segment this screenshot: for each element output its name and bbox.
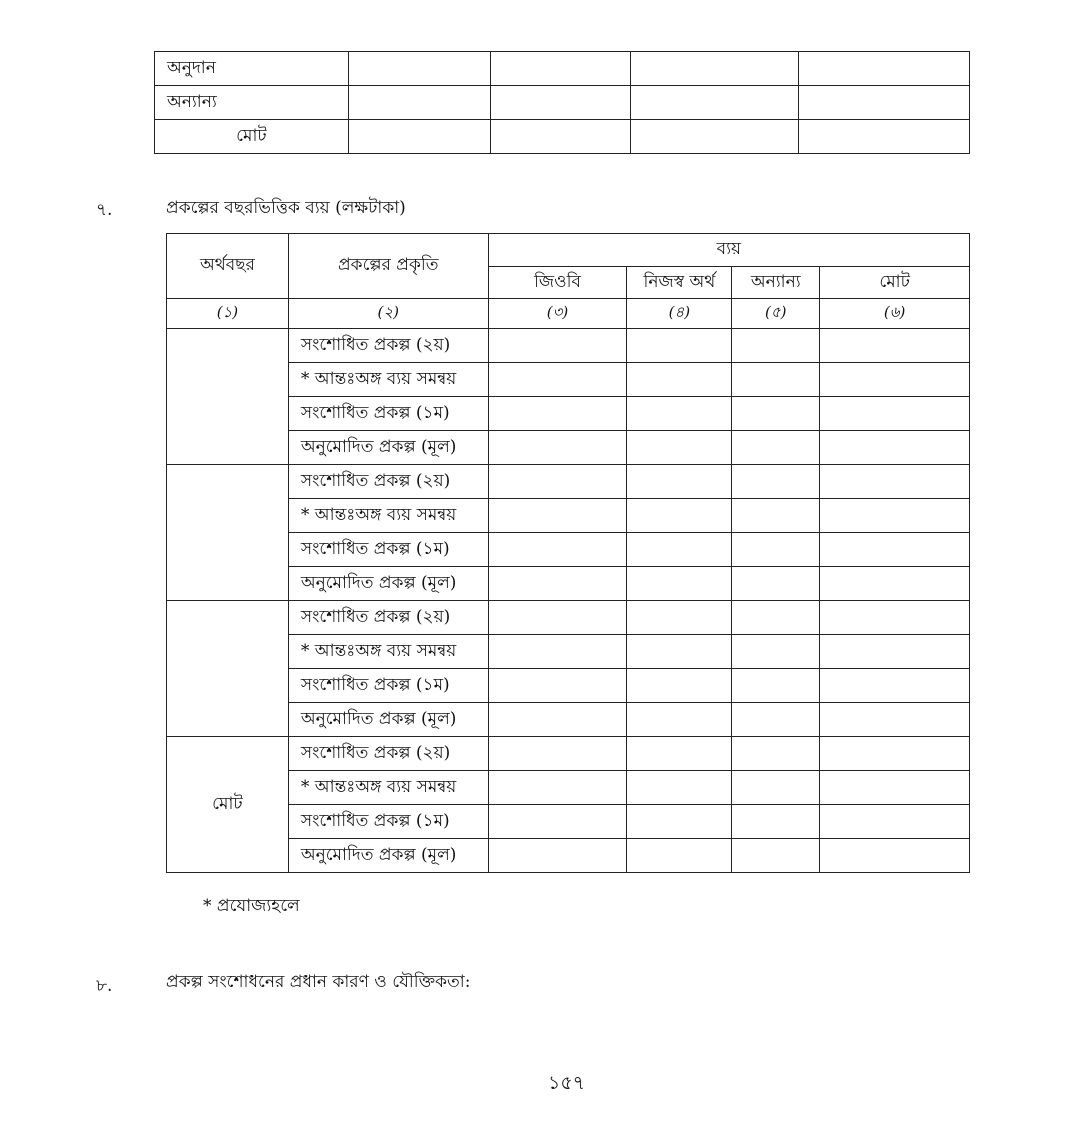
table-row bbox=[167, 601, 970, 635]
amount-cell bbox=[732, 431, 820, 465]
project-nature-cell: অনুমোদিত প্রকল্প (মূল) bbox=[288, 839, 488, 873]
row-label: অনুদান bbox=[155, 52, 349, 86]
table-cell bbox=[631, 120, 799, 154]
header-project-nature: প্রকল্পের প্রকৃতি bbox=[288, 234, 488, 299]
project-nature-cell: অনুমোদিত প্রকল্প (মূল) bbox=[288, 703, 488, 737]
amount-cell bbox=[820, 397, 970, 431]
column-number: (৬) bbox=[820, 299, 970, 329]
amount-cell bbox=[820, 363, 970, 397]
footnote: * প্রযোজ্যহলে bbox=[203, 896, 300, 916]
amount-cell bbox=[627, 635, 732, 669]
amount-cell bbox=[820, 533, 970, 567]
amount-cell bbox=[732, 533, 820, 567]
project-nature-cell: সংশোধিত প্রকল্প (২য়) bbox=[288, 601, 488, 635]
project-nature-cell: সংশোধিত প্রকল্প (২য়) bbox=[288, 329, 488, 363]
project-nature-cell: সংশোধিত প্রকল্প (২য়) bbox=[288, 465, 488, 499]
amount-cell bbox=[627, 499, 732, 533]
table-row bbox=[155, 120, 970, 154]
amount-cell bbox=[820, 567, 970, 601]
fiscal-year-cell bbox=[167, 601, 289, 737]
table-cell bbox=[799, 52, 970, 86]
amount-cell bbox=[820, 635, 970, 669]
column-number: (৩) bbox=[488, 299, 627, 329]
table-row bbox=[155, 52, 970, 86]
column-number: (৪) bbox=[627, 299, 732, 329]
funding-table bbox=[154, 51, 970, 154]
project-nature-cell: * আন্তঃঅঙ্গ ব্যয় সমন্বয় bbox=[288, 771, 488, 805]
amount-cell bbox=[488, 397, 627, 431]
amount-cell bbox=[488, 805, 627, 839]
table-cell bbox=[631, 86, 799, 120]
amount-cell bbox=[627, 669, 732, 703]
header-total: মোট bbox=[820, 267, 970, 299]
amount-cell bbox=[820, 465, 970, 499]
amount-cell bbox=[820, 805, 970, 839]
amount-cell bbox=[488, 669, 627, 703]
row-label: অন্যান্য bbox=[155, 86, 349, 120]
project-nature-cell: সংশোধিত প্রকল্প (১ম) bbox=[288, 669, 488, 703]
table-cell bbox=[631, 52, 799, 86]
amount-cell bbox=[627, 567, 732, 601]
amount-cell bbox=[488, 465, 627, 499]
amount-cell bbox=[488, 771, 627, 805]
table-cell bbox=[348, 52, 490, 86]
project-nature-cell: * আন্তঃঅঙ্গ ব্যয় সমন্বয় bbox=[288, 363, 488, 397]
project-nature-cell: সংশোধিত প্রকল্প (১ম) bbox=[288, 533, 488, 567]
column-number: (১) bbox=[167, 299, 289, 329]
header-row bbox=[167, 234, 970, 267]
amount-cell bbox=[820, 669, 970, 703]
amount-cell bbox=[820, 329, 970, 363]
amount-cell bbox=[488, 839, 627, 873]
table-cell bbox=[799, 120, 970, 154]
amount-cell bbox=[488, 533, 627, 567]
cost-table-body bbox=[167, 329, 970, 873]
project-nature-cell: অনুমোদিত প্রকল্প (মূল) bbox=[288, 431, 488, 465]
amount-cell bbox=[820, 431, 970, 465]
header-gob: জিওবি bbox=[488, 267, 627, 299]
amount-cell bbox=[732, 635, 820, 669]
amount-cell bbox=[627, 703, 732, 737]
amount-cell bbox=[732, 363, 820, 397]
amount-cell bbox=[820, 703, 970, 737]
section-8-number: ৮. bbox=[96, 976, 113, 996]
amount-cell bbox=[732, 329, 820, 363]
fiscal-year-cell bbox=[167, 465, 289, 601]
amount-cell bbox=[820, 737, 970, 771]
amount-cell bbox=[732, 805, 820, 839]
amount-cell bbox=[627, 771, 732, 805]
amount-cell bbox=[732, 601, 820, 635]
table-row bbox=[167, 465, 970, 499]
table-cell bbox=[348, 86, 490, 120]
amount-cell bbox=[732, 771, 820, 805]
page-number: ১৫৭ bbox=[547, 1072, 585, 1094]
project-nature-cell: সংশোধিত প্রকল্প (১ম) bbox=[288, 805, 488, 839]
amount-cell bbox=[732, 499, 820, 533]
header-own-fund: নিজস্ব অর্থ bbox=[627, 267, 732, 299]
project-nature-cell: সংশোধিত প্রকল্প (১ম) bbox=[288, 397, 488, 431]
amount-cell bbox=[488, 329, 627, 363]
header-fiscal-year: অর্থবছর bbox=[167, 234, 289, 299]
amount-cell bbox=[820, 839, 970, 873]
fiscal-year-cell bbox=[167, 329, 289, 465]
amount-cell bbox=[488, 601, 627, 635]
amount-cell bbox=[488, 431, 627, 465]
amount-cell bbox=[627, 397, 732, 431]
amount-cell bbox=[732, 567, 820, 601]
project-nature-cell: * আন্তঃঅঙ্গ ব্যয় সমন্বয় bbox=[288, 499, 488, 533]
amount-cell bbox=[488, 499, 627, 533]
amount-cell bbox=[732, 839, 820, 873]
section-7-number: ৭. bbox=[96, 200, 113, 220]
amount-cell bbox=[627, 363, 732, 397]
amount-cell bbox=[820, 771, 970, 805]
column-number: (৫) bbox=[732, 299, 820, 329]
amount-cell bbox=[627, 533, 732, 567]
project-nature-cell: সংশোধিত প্রকল্প (২য়) bbox=[288, 737, 488, 771]
amount-cell bbox=[627, 805, 732, 839]
amount-cell bbox=[732, 465, 820, 499]
amount-cell bbox=[732, 737, 820, 771]
amount-cell bbox=[488, 703, 627, 737]
table-row bbox=[167, 737, 970, 771]
amount-cell bbox=[627, 601, 732, 635]
project-nature-cell: * আন্তঃঅঙ্গ ব্যয় সমন্বয় bbox=[288, 635, 488, 669]
amount-cell bbox=[488, 567, 627, 601]
amount-cell bbox=[627, 431, 732, 465]
table-cell bbox=[348, 120, 490, 154]
table-cell bbox=[490, 120, 631, 154]
table-cell bbox=[799, 86, 970, 120]
amount-cell bbox=[820, 601, 970, 635]
amount-cell bbox=[732, 669, 820, 703]
table-row bbox=[155, 86, 970, 120]
amount-cell bbox=[488, 737, 627, 771]
amount-cell bbox=[820, 499, 970, 533]
amount-cell bbox=[732, 397, 820, 431]
section-8-title: প্রকল্প সংশোধনের প্রধান কারণ ও যৌক্তিকতা: bbox=[166, 972, 471, 992]
amount-cell bbox=[732, 703, 820, 737]
section-7-title: প্রকল্পের বছরভিত্তিক ব্যয় (লক্ষটাকা) bbox=[166, 198, 406, 218]
table-cell bbox=[490, 86, 631, 120]
yearly-cost-table bbox=[166, 233, 970, 873]
table-cell bbox=[490, 52, 631, 86]
project-nature-cell: অনুমোদিত প্রকল্প (মূল) bbox=[288, 567, 488, 601]
amount-cell bbox=[627, 839, 732, 873]
column-number: (২) bbox=[288, 299, 488, 329]
amount-cell bbox=[627, 465, 732, 499]
header-others: অন্যান্য bbox=[732, 267, 820, 299]
amount-cell bbox=[488, 363, 627, 397]
amount-cell bbox=[488, 635, 627, 669]
amount-cell bbox=[627, 329, 732, 363]
column-number-row bbox=[167, 299, 970, 329]
table-row bbox=[167, 329, 970, 363]
header-expense: ব্যয় bbox=[488, 234, 969, 267]
fiscal-year-cell: মোট bbox=[167, 737, 289, 873]
row-label-total: মোট bbox=[155, 120, 349, 154]
amount-cell bbox=[627, 737, 732, 771]
